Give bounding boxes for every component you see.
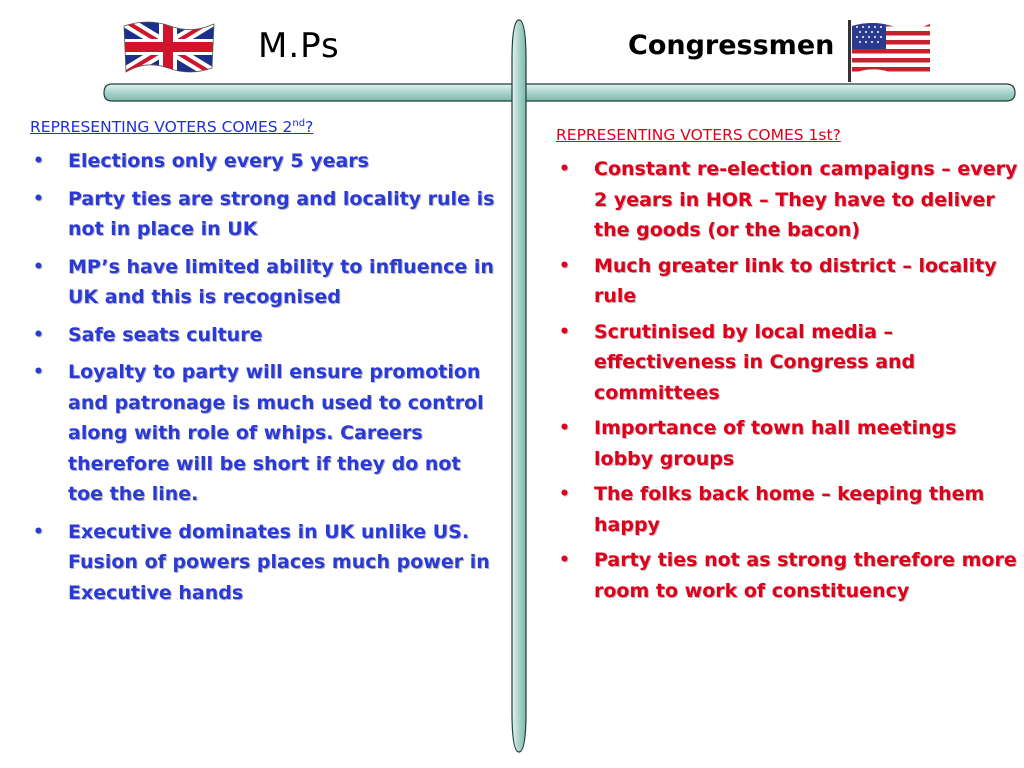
bullet-item: • The folks back home – keeping them happy xyxy=(556,479,1018,540)
bullet-item: • Loyalty to party will ensure promotion and patronage is much used to control along with role of whips. Careers therefore will be short if they do not toe the line. xyxy=(30,357,498,510)
bullet-item: • MP’s have limited ability to influence in UK and this is recognised xyxy=(30,252,498,313)
horizontal-divider xyxy=(104,84,1015,101)
title-congressmen: Congressmen xyxy=(628,30,835,61)
bullet-item: • Constant re-election campaigns – every 2 years in HOR – They have to deliver the goods (or the bacon) xyxy=(556,154,1018,246)
bullet-item: • Executive dominates in UK unlike US. Fusion of powers places much power in Executive hands xyxy=(30,517,498,609)
congressmen-heading: REPRESENTING VOTERS COMES 1st? xyxy=(556,126,841,144)
bullet-item: • Scrutinised by local media – effectiveness in Congress and committees xyxy=(556,317,1018,409)
congressmen-column xyxy=(556,126,1018,611)
mps-column xyxy=(30,118,498,615)
title-mps: M.Ps xyxy=(258,26,340,66)
bullet-item: • Party ties are strong and locality rule is not in place in UK xyxy=(30,184,498,245)
bullet-item: • Safe seats culture xyxy=(30,320,498,351)
mps-heading: REPRESENTING VOTERS COMES 2nd? xyxy=(30,118,314,137)
congressmen-bullet-list xyxy=(556,154,1018,606)
vertical-divider xyxy=(512,20,526,752)
bullet-item: • Much greater link to district – locality rule xyxy=(556,251,1018,312)
mps-bullet-list xyxy=(30,146,498,608)
bullet-item: • Elections only every 5 years xyxy=(30,146,498,177)
bullet-item: • Importance of town hall meetings lobby groups xyxy=(556,413,1018,474)
us-flag-icon xyxy=(846,20,932,82)
bullet-item: • Party ties not as strong therefore more room to work of constituency xyxy=(556,545,1018,606)
uk-flag-icon xyxy=(120,18,216,76)
